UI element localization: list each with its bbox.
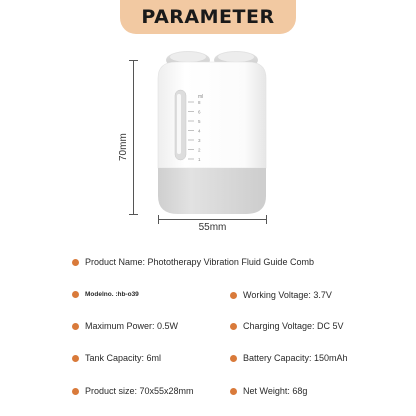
spec-net-weight <box>230 386 307 396</box>
spec-text: Working Voltage: 3.7V <box>243 290 332 300</box>
page-title: PARAMETER <box>141 6 275 28</box>
volume-unit: ml <box>198 94 204 100</box>
bullet-icon <box>230 388 237 395</box>
bullet-icon <box>72 323 79 330</box>
scale-label: 5 <box>198 118 201 124</box>
width-dimension-line <box>158 219 267 220</box>
spec-product-name <box>72 257 314 267</box>
spec-text: Maximum Power: 0.5W <box>85 321 179 331</box>
height-dimension-cap-bottom <box>129 214 138 215</box>
spec-list <box>0 250 416 416</box>
scale-label: 6 <box>198 109 201 115</box>
width-dimension-label: 55mm <box>198 222 227 233</box>
height-dimension-cap-top <box>129 60 138 61</box>
scale-label: 2 <box>198 147 201 153</box>
bullet-icon <box>72 388 79 395</box>
bullet-icon <box>230 292 237 299</box>
spec-working-voltage <box>230 290 332 300</box>
scale-label: 8 <box>198 99 201 105</box>
spec-text: Product Name: Phototherapy Vibration Fluid Guide Comb <box>85 257 314 267</box>
spec-text: Charging Voltage: DC 5V <box>243 321 344 331</box>
spec-model-number <box>72 291 139 298</box>
spec-text: Net Weight: 68g <box>243 386 308 396</box>
scale-label: 4 <box>198 128 201 134</box>
bullet-icon <box>72 355 79 362</box>
spec-battery-capacity <box>230 353 348 363</box>
bullet-icon <box>72 291 79 298</box>
spec-text: Battery Capacity: 150mAh <box>243 353 348 363</box>
bullet-icon <box>230 355 237 362</box>
scale-label: 3 <box>198 137 201 143</box>
product-image <box>148 48 276 218</box>
spec-text: Modelno. :hb-o39 <box>85 291 139 298</box>
spec-charging-voltage <box>230 321 344 331</box>
scale-label: 1 <box>198 156 201 162</box>
header-banner <box>120 0 296 34</box>
spec-tank-capacity <box>72 353 161 363</box>
spec-product-size <box>72 386 194 396</box>
height-dimension-label: 70mm <box>118 133 129 161</box>
bullet-icon <box>72 259 79 266</box>
spec-text: Product size: 70x55x28mm <box>85 386 194 396</box>
spec-maximum-power <box>72 321 178 331</box>
height-dimension-line <box>133 60 134 215</box>
bullet-icon <box>230 323 237 330</box>
spec-text: Tank Capacity: 6ml <box>85 353 162 363</box>
